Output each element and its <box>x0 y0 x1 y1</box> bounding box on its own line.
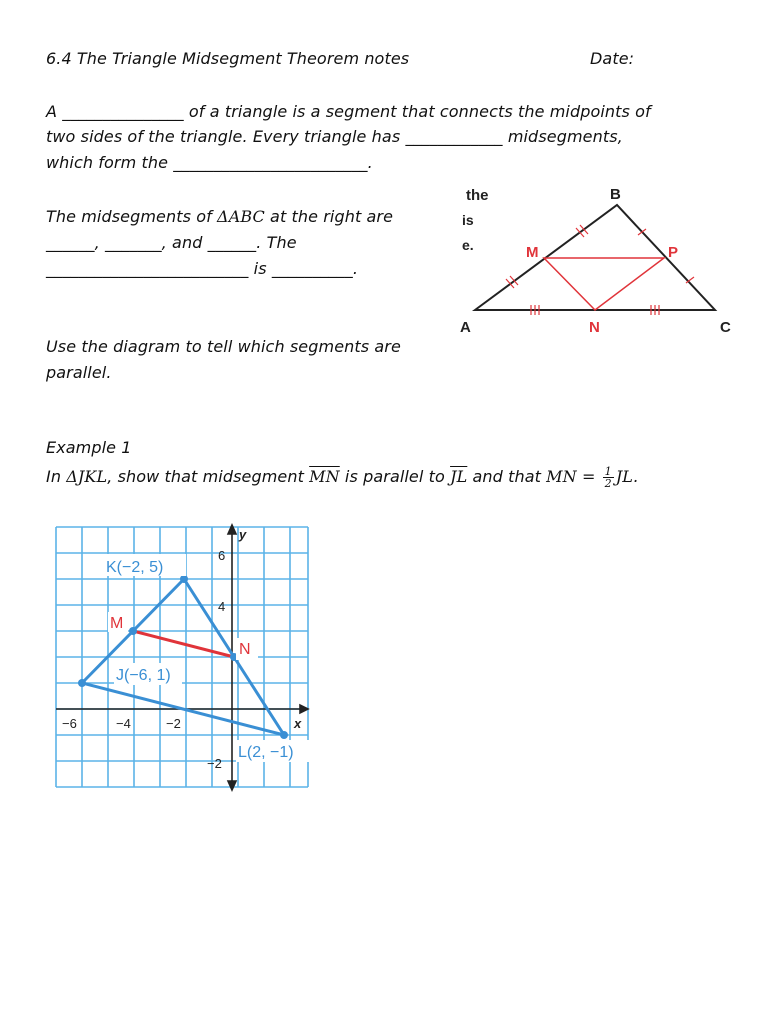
point-label-k: K(−2, 5) <box>106 559 164 576</box>
crop-text-is: is <box>462 212 474 228</box>
definition-line-2: two sides of the triangle. Every triangle has ____________ midsegments, <box>46 127 623 146</box>
midpoint-label-n: N <box>589 319 600 336</box>
example-text-show: , show that midsegment <box>107 467 310 486</box>
y-tick-4: 4 <box>218 599 226 614</box>
midsegment-triangle <box>544 258 664 310</box>
x-tick-minus-6: −6 <box>62 716 77 731</box>
x-axis-label: x <box>294 716 302 731</box>
crop-text-e: e. <box>462 237 474 253</box>
segment-mn: $\overline{MN}$ <box>309 467 340 486</box>
fraction-numerator: 1 <box>604 465 612 478</box>
midsegments-line-1-pre: The midsegments of <box>46 207 218 226</box>
definition-line-1: A _______________ of a triangle is a segment that connects the midpoints of <box>46 102 651 121</box>
example-heading: Example 1 <box>46 438 132 457</box>
fraction-one-half <box>603 466 614 489</box>
coordinate-graph <box>50 522 315 792</box>
example-text-and: and that <box>467 467 547 486</box>
parallel-line-2: parallel. <box>46 363 112 382</box>
midsegments-line-2: ______, _______, and ______. The <box>46 233 297 252</box>
point-label-n: N <box>239 641 251 658</box>
crop-text-the: the <box>466 187 489 204</box>
parallel-line-1: Use the diagram to tell which segments are <box>46 337 401 356</box>
equation-lhs: MN = <box>546 467 601 486</box>
midsegments-line-1-post: at the right are <box>264 207 394 226</box>
y-tick-6: 6 <box>218 548 226 563</box>
point-label-l: L(2, −1) <box>238 744 294 761</box>
triangle-abc: ΔABC <box>217 207 265 226</box>
midpoint-label-p: P <box>668 244 679 261</box>
vertex-label-a: A <box>460 319 471 336</box>
date-label: Date: <box>590 49 635 68</box>
midpoint-label-m: M <box>526 244 539 261</box>
midsegments-line-3: _________________________ is __________. <box>46 259 359 278</box>
example-prompt <box>46 466 638 489</box>
triangle-abc-diagram <box>450 180 750 340</box>
x-tick-minus-4: −4 <box>116 716 131 731</box>
congruence-ticks <box>506 225 694 315</box>
midsegments-line-1 <box>46 207 393 226</box>
point-label-m: M <box>110 615 124 632</box>
example-text-in: In <box>46 467 67 486</box>
fraction-denominator: 2 <box>604 477 612 490</box>
vertex-label-c: C <box>720 319 731 336</box>
point-label-j: J(−6, 1) <box>116 667 171 684</box>
y-tick-minus-2: −2 <box>207 756 222 771</box>
segment-jl: $\overline{JL}$ <box>450 467 468 486</box>
triangle-jkl: ΔJKL <box>66 467 108 486</box>
example-text-parallel: is parallel to <box>339 467 451 486</box>
y-axis-label: y <box>239 527 247 542</box>
equation-rhs: JL. <box>615 467 639 486</box>
x-tick-minus-2: −2 <box>166 716 181 731</box>
definition-line-3: which form the ________________________. <box>46 153 373 172</box>
page-title: 6.4 The Triangle Midsegment Theorem notes <box>46 49 410 68</box>
vertex-label-b: B <box>610 186 621 203</box>
